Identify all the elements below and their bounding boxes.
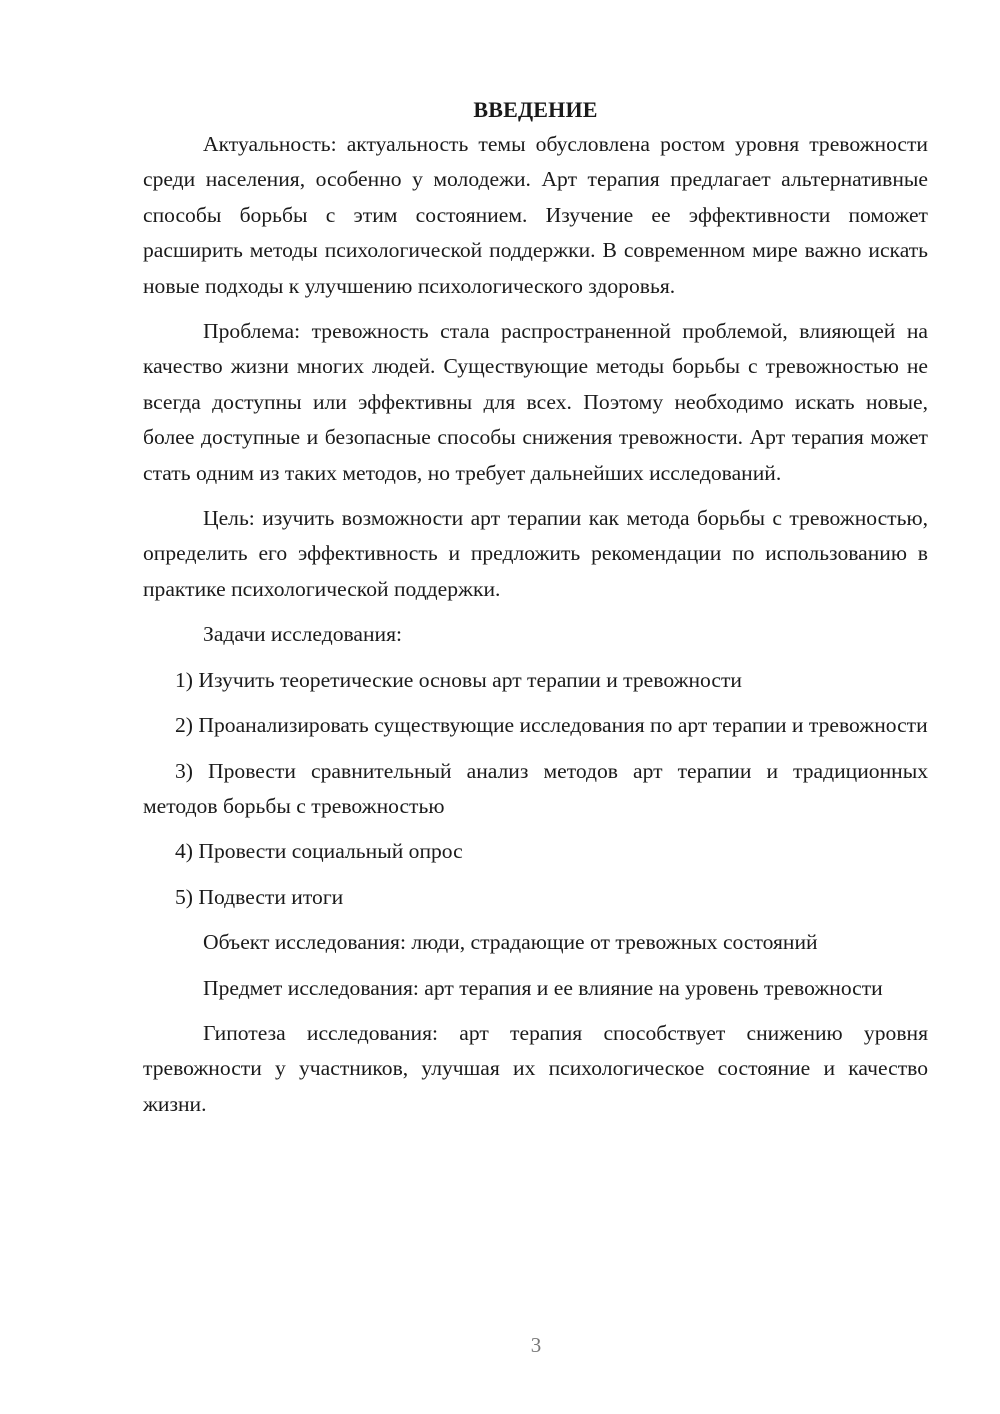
goal-paragraph: Цель: изучить возможности арт терапии как метода борьбы с тревожностью, определить его эффективность и предложить рекомендации по использованию в практике психологической поддержки. xyxy=(143,506,928,601)
document-page xyxy=(143,92,928,1132)
task-item-2: 2) Проанализировать существующие исследования по арт терапии и тревожности xyxy=(175,713,928,738)
tasks-heading: Задачи исследования: xyxy=(203,622,403,647)
object-paragraph: Объект исследования: люди, страдающие от тревожных состояний xyxy=(203,930,818,955)
task-item-3: 3) Провести сравнительный анализ методов арт терапии и традиционных методов борьбы с тревожностью xyxy=(143,758,928,818)
task-item-4: 4) Провести социальный опрос xyxy=(175,839,463,864)
task-item-1: 1) Изучить теоретические основы арт терапии и тревожности xyxy=(175,667,742,692)
problem-paragraph: Проблема: тревожность стала распространенной проблемой, влияющей на качество жизни многих людей. Существующие методы борьбы с тревожностью не всегда доступны или эффективны для всех. Поэтому необходимо искать новые, более доступные и безопасные способы снижения тревожности. Арт терапия может стать одним из таких методов, но требует дальнейших исследований. xyxy=(143,319,928,485)
page-number: 3 xyxy=(530,1333,542,1357)
page-title: ВВЕДЕНИЕ xyxy=(473,97,598,122)
relevance-paragraph: Актуальность: актуальность темы обусловлена ростом уровня тревожности среди населения, особенно у молодежи. Арт терапия предлагает альтернативные способы борьбы с этим состоянием. Изучение ее эффективности поможет расширить методы психологической поддержки. В современном мире важно искать новые подходы к улучшению психологического здоровья. xyxy=(143,132,928,298)
hypothesis-paragraph: Гипотеза исследования: арт терапия способствует снижению уровня тревожности у участников, улучшая их психологическое состояние и качество жизни. xyxy=(143,1020,928,1116)
task-item-5: 5) Подвести итоги xyxy=(175,884,344,909)
subject-paragraph: Предмет исследования: арт терапия и ее влияние на уровень тревожности xyxy=(203,975,883,1000)
